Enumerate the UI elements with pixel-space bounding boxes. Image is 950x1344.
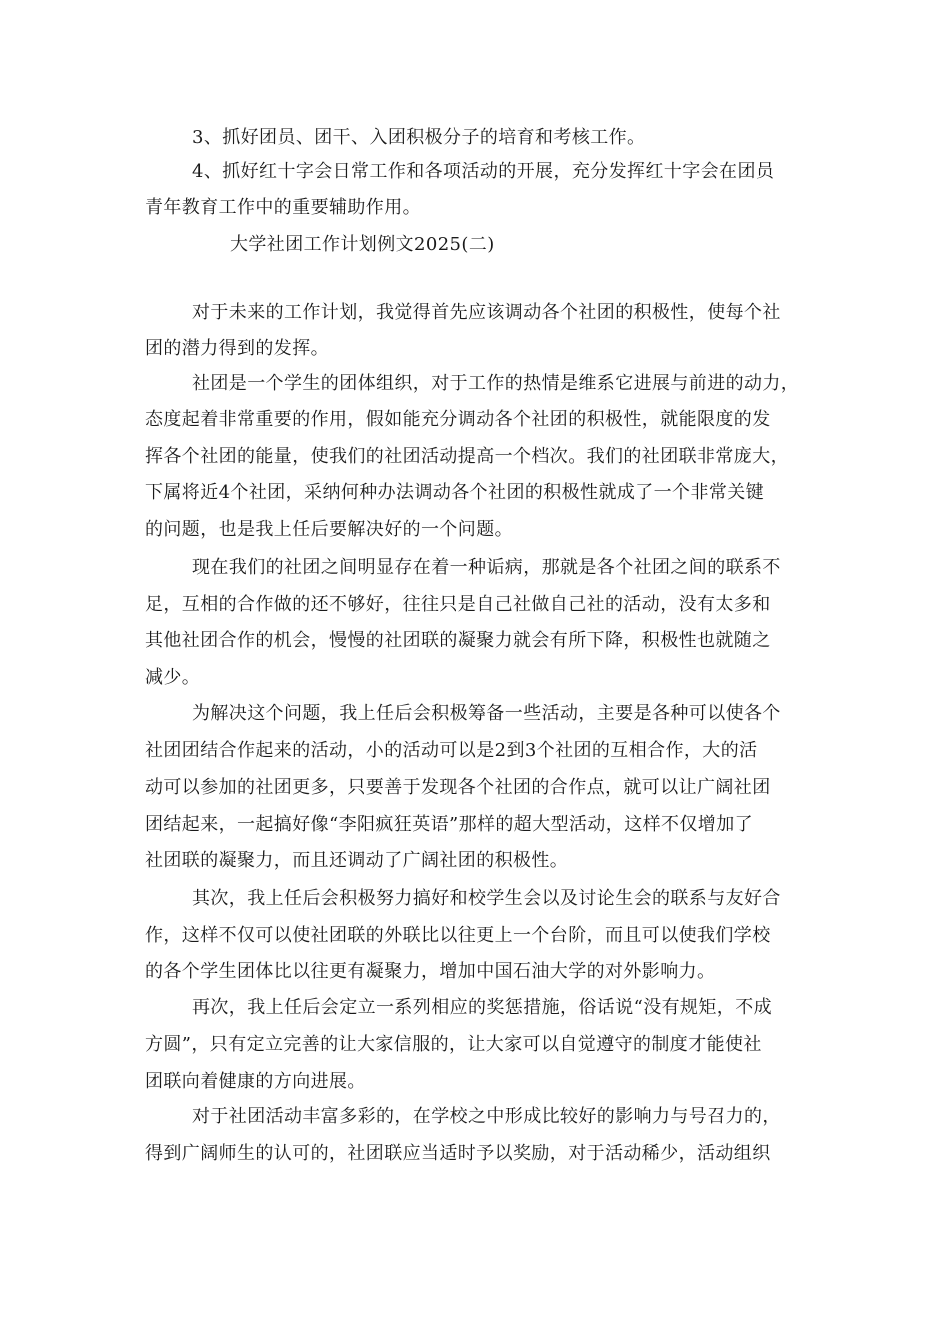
- paragraph-line: 动可以参加的社团更多，只要善于发现各个社团的合作点，就可以让广阔社团: [145, 777, 771, 798]
- paragraph-line: 社团联的凝聚力，而且还调动了广阔社团的积极性。: [145, 850, 569, 871]
- paragraph-line: 现在我们的社团之间明显存在着一种诟病，那就是各个社团之间的联系不: [192, 557, 781, 578]
- paragraph-line: 态度起着非常重要的作用，假如能充分调动各个社团的积极性，就能限度的发: [145, 409, 771, 430]
- section-title: 大学社团工作计划例文2025(二): [230, 234, 495, 255]
- paragraph-line: 对于未来的工作计划，我觉得首先应该调动各个社团的积极性，使每个社: [192, 302, 781, 323]
- paragraph-line: 其次，我上任后会积极努力搞好和校学生会以及讨论生会的联系与友好合: [192, 888, 781, 909]
- paragraph-line: 团的潜力得到的发挥。: [145, 338, 329, 359]
- paragraph-line: 社团是一个学生的团体组织，对于工作的热情是维系它进展与前进的动力，: [192, 373, 800, 394]
- paragraph-line: 团联向着健康的方向进展。: [145, 1071, 366, 1092]
- paragraph-line: 4、抓好红十字会日常工作和各项活动的开展，充分发挥红十字会在团员: [192, 161, 775, 182]
- paragraph-line: 下属将近4个社团，采纳何种办法调动各个社团的积极性就成了一个非常关键: [145, 482, 765, 503]
- paragraph-line: 3、抓好团员、团干、入团积极分子的培育和考核工作。: [192, 127, 646, 148]
- paragraph-line: 社团团结合作起来的活动，小的活动可以是2到3个社团的互相合作，大的活: [145, 740, 758, 761]
- paragraph-line: 的问题，也是我上任后要解决好的一个问题。: [145, 519, 513, 540]
- paragraph-line: 得到广阔师生的认可的，社团联应当适时予以奖励，对于活动稀少，活动组织: [145, 1143, 771, 1164]
- paragraph-line: 的各个学生团体比以往更有凝聚力，增加中国石油大学的对外影响力。: [145, 961, 716, 982]
- paragraph-line: 青年教育工作中的重要辅助作用。: [145, 197, 421, 218]
- paragraph-line: 其他社团合作的机会，慢慢的社团联的凝聚力就会有所下降，积极性也就随之: [145, 630, 771, 651]
- paragraph-line: 团结起来，一起搞好像“李阳疯狂英语”那样的超大型活动，这样不仅增加了: [145, 814, 754, 835]
- paragraph-line: 挥各个社团的能量，使我们的社团活动提高一个档次。我们的社团联非常庞大，: [145, 446, 789, 467]
- paragraph-line: 作，这样不仅可以使社团联的外联比以往更上一个台阶，而且可以使我们学校: [145, 925, 771, 946]
- paragraph-line: 方圆”，只有定立完善的让大家信服的，让大家可以自觉遵守的制度才能使社: [145, 1034, 762, 1055]
- paragraph-line: 为解决这个问题，我上任后会积极筹备一些活动，主要是各种可以使各个: [192, 703, 781, 724]
- paragraph-line: 再次，我上任后会定立一系列相应的奖惩措施，俗话说“没有规矩，不成: [192, 997, 772, 1018]
- paragraph-line: 足，互相的合作做的还不够好，往往只是自己社做自己社的活动，没有太多和: [145, 594, 771, 615]
- paragraph-line: 减少。: [145, 667, 201, 688]
- paragraph-line: 对于社团活动丰富多彩的，在学校之中形成比较好的影响力与号召力的，: [192, 1106, 781, 1127]
